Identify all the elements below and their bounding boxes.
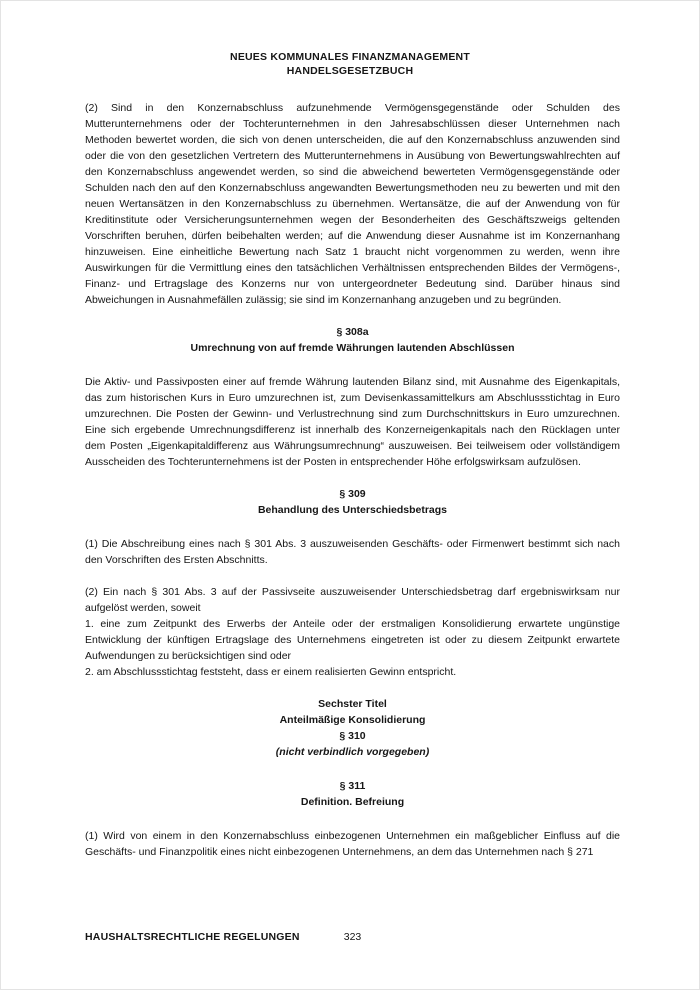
title-heading-sechster-titel [85, 696, 620, 760]
document-header [0, 0, 700, 78]
paragraph-309-abs2-item1: 1. eine zum Zeitpunkt des Erwerbs der Anteile oder der erstmaligen Konsolidierung erwartete ungünstige Entwicklung der künftigen Ertragslage des Unternehmens eingetreten ist oder zu diesem Zeitpunkt erwartete Aufwendungen zu berücksichtigen sind oder [85, 618, 620, 662]
section-heading-308a [85, 324, 620, 356]
paragraph-308-abs2: (2) Sind in den Konzernabschluss aufzunehmende Vermögensgegenstände oder Schulden des Mutterunternehmens oder der Tochterunternehmen in den Jahresabschlüssen dieser Unternehmen nach Methoden bewertet worden, die sich von denen unterscheiden, die auf den Konzernabschluss anzuwenden sind oder die von den gesetzlichen Vertretern des Mutterunternehmens in Ausübung von Bewertungswahlrechten auf den Konzernabschluss angewendet werden, so sind die abweichend bewerteten Vermögensgegenstände oder Schulden nach den auf den Konzernabschluss angewandten Bewertungsmethoden neu zu bewerten und mit den neuen Wertansätzen in den Konzernabschluss zu übernehmen. Wertansätze, die auf der Anwendung von für Kreditinstitute oder Versicherungsunternehmen wegen der Besonderheiten des Geschäftszweigs geltenden Vorschriften beruhen, dürfen beibehalten werden; auf die Anwendung dieser Ausnahme ist im Konzernanhang hinzuweisen. Eine einheitliche Bewertung nach Satz 1 braucht nicht vorgenommen zu werden, wenn ihre Auswirkungen für die Vermittlung eines den tatsächlichen Verhältnissen entsprechenden Bildes der Vermögens-, Finanz- und Ertragslage des Konzerns nur von untergeordneter Bedeutung sind. Darüber hinaus sind Abweichungen in Ausnahmefällen zulässig; sie sind im Konzernanhang anzugeben und zu begründen. [85, 102, 620, 306]
section-number-309: § 309 [339, 488, 366, 500]
footer-title: HAUSHALTSRECHTLICHE REGELUNGEN [85, 931, 300, 943]
page-number: 323 [343, 931, 362, 943]
section-note-310: (nicht verbindlich vorgegeben) [275, 746, 430, 758]
title-line-1: Sechster Titel [318, 698, 387, 710]
document-body [85, 100, 620, 860]
section-title-308a: Umrechnung von auf fremde Währungen lautenden Abschlüssen [190, 342, 515, 354]
header-line-1: NEUES KOMMUNALES FINANZMANAGEMENT [230, 51, 470, 63]
paragraph-309-abs2-item2: 2. am Abschlussstichtag feststeht, dass er einem realisierten Gewinn entspricht. [85, 666, 457, 678]
section-title-311: Definition. Befreiung [300, 796, 405, 808]
section-heading-309 [85, 486, 620, 518]
paragraph-309-abs1: (1) Die Abschreibung eines nach § 301 Abs. 3 auszuweisenden Geschäfts- oder Firmenwert bestimmt sich nach den Vorschriften des Ersten Abschnitts. [85, 538, 620, 566]
section-number-308a: § 308a [336, 326, 369, 338]
document-footer [85, 930, 620, 944]
section-heading-311 [85, 778, 620, 810]
paragraph-311-abs1: (1) Wird von einem in den Konzernabschluss einbezogenen Unternehmen ein maßgeblicher Einfluss auf die Geschäfts- und Finanzpolitik eines nicht einbezogenen Unternehmens, an dem das Unternehmen nach § 271 [85, 830, 620, 858]
section-number-311: § 311 [339, 780, 366, 792]
section-number-310: § 310 [339, 730, 366, 742]
paragraph-309-abs2-intro: (2) Ein nach § 301 Abs. 3 auf der Passivseite auszuweisender Unterschiedsbetrag darf ergebniswirksam nur aufgelöst werden, soweit [85, 586, 620, 614]
section-title-309: Behandlung des Unterschiedsbetrags [257, 504, 448, 516]
paragraph-308a: Die Aktiv- und Passivposten einer auf fremde Währung lautenden Bilanz sind, mit Ausnahme des Eigenkapitals, das zum historischen Kurs in Euro umzurechnen ist, zum Devisenkassamittelkurs am Abschlussstichtag in Euro umzurechnen. Die Posten der Gewinn- und Verlustrechnung sind zum Durchschnittskurs in Euro umzurechnen. Eine sich ergebende Umrechnungsdifferenz ist innerhalb des Konzerneigenkapitals nach den Rücklagen unter dem Posten „Eigenkapitaldifferenz aus Währungsumrechnung“ auszuweisen. Bei teilweisem oder vollständigem Ausscheiden des Tochterunternehmens ist der Posten in entsprechender Höhe erfolgswirksam aufzulösen. [85, 376, 620, 468]
title-line-2: Anteilmäßige Konsolidierung [279, 714, 426, 726]
header-line-2: HANDELSGESETZBUCH [286, 65, 414, 77]
